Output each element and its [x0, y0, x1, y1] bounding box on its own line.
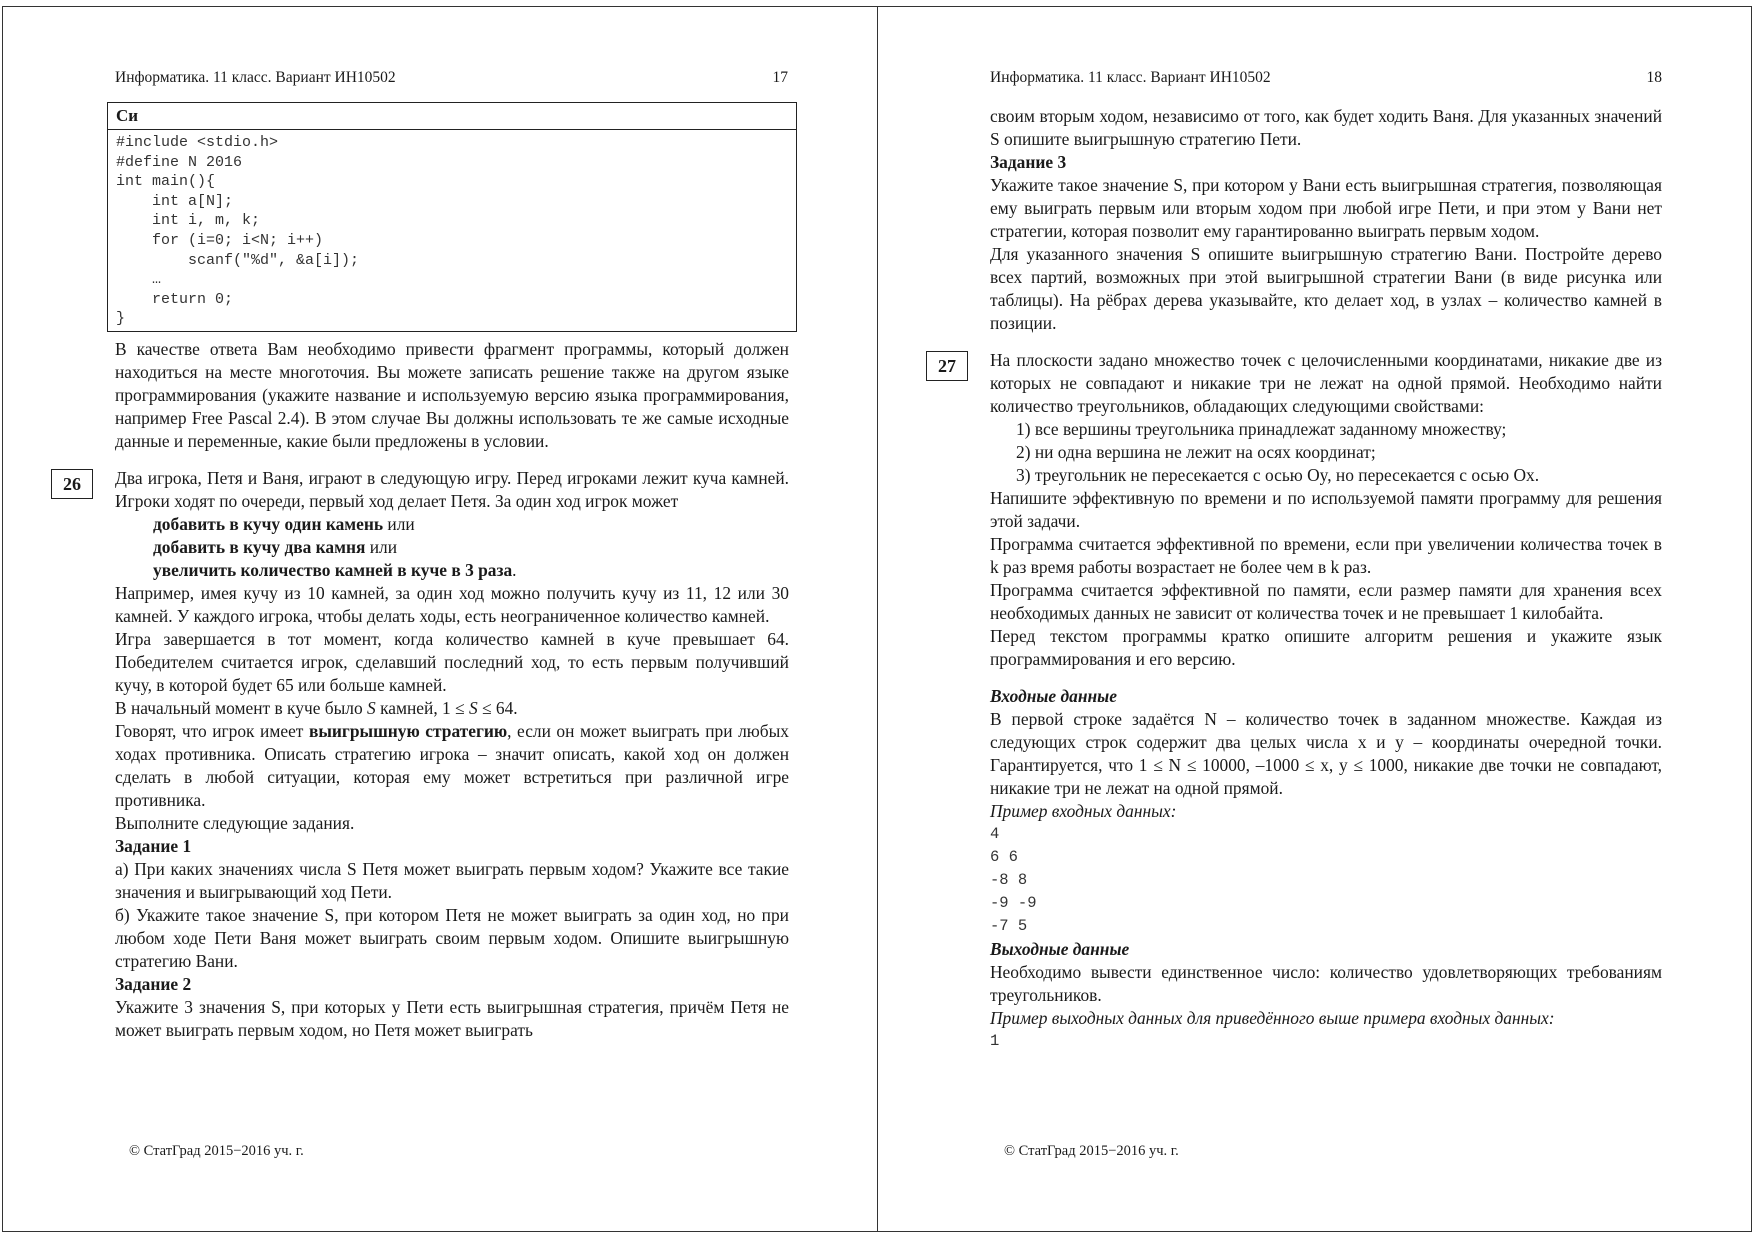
task26-intro: Два игрока, Петя и Ваня, играют в следующую игру. Перед игроками лежит куча камней. Игроки ходят по очереди, первый ход делает Петя. За один ход игрок может [115, 467, 789, 511]
task26-end-rule: Игра завершается в тот момент, когда количество камней в куче превышает 64. Победителем считается игрок, сделавший последний ход, то есть первым получивший кучу, в которой будет 65 или больше камней. [115, 628, 789, 695]
subtask-3-text: Укажите такое значение S, при котором у Вани есть выигрышная стратегия, позволяющая ему выиграть первым или вторым ходом при любой игре Пети, и при этом у Вани нет стратегии, которая позволит ему гарантированно выиграть первым ходом. [990, 175, 1662, 241]
code-language-label: Си [108, 103, 796, 130]
property-item: 1) все вершины треугольника принадлежат заданному множеству; [1016, 419, 1507, 439]
page-footer: © СтатГрад 2015−2016 уч. г. [1004, 1143, 1179, 1159]
subtask-1a: а) При каких значениях числа S Петя может выиграть первым ходом? Укажите все такие значения и выигрывающий ход Пети. [115, 858, 789, 902]
left-content [63, 102, 789, 1042]
code-line: for (i=0; i<N; i++) [116, 231, 324, 249]
answer-note: В качестве ответа Вам необходимо привести фрагмент программы, который должен находиться на месте многоточия. Вы можете записать решение также на другом языке программирования (укажите название и используемую версию языка программирования, например Free Pascal 2.4). В этом случае Вы должны использовать те же самые исходные данные и переменные, какие были предложены в условии. [115, 338, 789, 451]
subtask-2-title: Задание 2 [115, 973, 192, 994]
subtask-1b: б) Укажите такое значение S, при котором Петя не может выиграть за один ход, но при любом ходе Пети Ваня может выиграть своим первым ходом. Опишите выигрышную стратегию Вани. [115, 904, 789, 971]
task26-strategy: Говорят, что игрок имеет выигрышную стратегию, если он может выиграть при любых ходах противника. Описать стратегию игрока – значит описать, какой ход он должен сделать в любой ситуации, которая ему может встретиться при различной игре противника. [115, 720, 789, 810]
task27-before-text: Перед текстом программы кратко опишите алгоритм решения и укажите язык программирования и его версию. [990, 626, 1662, 669]
right-content [938, 105, 1662, 1053]
page-number: 18 [1646, 69, 1662, 86]
subtask-3-text2: Для указанного значения S опишите выигрышную стратегию Вани. Постройте дерево всех партий, возможных при этой выигрышной стратегии Вани (в виде рисунка или таблицы). На рёбрах дерева указывайте, кто делает ход, в узлах – количество камней в позиции. [990, 244, 1662, 333]
code-line: #include <stdio.h> [116, 134, 279, 151]
code-body [108, 130, 796, 331]
input-example-line: 4 [990, 825, 1000, 843]
task26-example: Например, имея кучу из 10 камней, за один ход можно получить кучу из 11, 12 или 30 камней. У каждого игрока, чтобы делать ходы, есть неограниченное количество камней. [115, 582, 789, 626]
header-title: Информатика. 11 класс. Вариант ИН10502 [990, 69, 1271, 86]
subtask-2-text: Укажите 3 значения S, при которых у Пети есть выигрышная стратегия, причём Петя не может выиграть первым ходом, но Петя может выиграть [115, 996, 789, 1040]
property-item: 3) треугольник не пересекается с осью Oy, но пересекается с осью Ox. [1016, 465, 1540, 485]
subtask-1-title: Задание 1 [115, 835, 192, 856]
code-line: int main(){ [116, 173, 216, 191]
code-line: #define N 2016 [116, 153, 243, 171]
move-option: добавить в кучу один камень или [153, 513, 415, 534]
task26-do: Выполните следующие задания. [115, 812, 355, 833]
move-option: добавить в кучу два камня или [153, 536, 398, 557]
left-page [2, 6, 878, 1232]
input-section-title: Входные данные [990, 686, 1117, 706]
code-line: … [116, 271, 162, 289]
input-example-line: -7 5 [990, 917, 1028, 935]
output-example-line: 1 [990, 1032, 1000, 1050]
task26-initial: В начальный момент в куче было S камней, 1 ≤ S ≤ 64. [115, 697, 518, 718]
input-example-line: -8 8 [990, 871, 1028, 889]
task-number-26: 26 [51, 469, 93, 499]
input-example-line: -9 -9 [990, 894, 1037, 912]
page-header [115, 69, 788, 87]
task-26 [63, 467, 789, 1042]
task27-eff-time: Программа считается эффективной по времени, если при увеличении количества точек в k раз время работы возрастает не более чем в k раз. [990, 534, 1662, 577]
header-title: Информатика. 11 класс. Вариант ИН10502 [115, 69, 396, 86]
input-description: В первой строке задаётся N – количество точек в заданном множестве. Каждая из следующих строк содержит два целых числа x и y – координаты очередной точки. Гарантируется, что 1 ≤ N ≤ 10000, –1000 ≤ x, y ≤ 1000, никакие две точки не совпадают, никакие три не лежат на одной прямой. [990, 709, 1662, 798]
move-option: увеличить количество камней в куче в 3 раза. [153, 559, 517, 580]
input-example-line: 6 6 [990, 848, 1018, 866]
task-27 [938, 349, 1662, 1053]
output-description: Необходимо вывести единственное число: количество удовлетворяющих требованиям треугольников. [990, 962, 1662, 1005]
output-example-label: Пример выходных данных для приведённого выше примера входных данных: [990, 1008, 1555, 1028]
output-section-title: Выходные данные [990, 939, 1130, 959]
code-line: scanf("%d", &a[i]); [116, 251, 360, 269]
input-example-label: Пример входных данных: [990, 801, 1177, 821]
code-line: int a[N]; [116, 192, 234, 210]
code-listing [107, 102, 797, 332]
task-number-27: 27 [926, 351, 968, 381]
page-number: 17 [772, 69, 788, 86]
task27-intro: На плоскости задано множество точек с целочисленными координатами, никакие две из которых не совпадают и никакие три не лежат на одной прямой. Необходимо найти количество треугольников, обладающих следующими свойствами: [990, 350, 1662, 416]
subtask-3-title: Задание 3 [990, 152, 1067, 172]
page-footer: © СтатГрад 2015−2016 уч. г. [129, 1143, 304, 1159]
code-line: int i, m, k; [116, 212, 261, 230]
code-line: return 0; [116, 290, 234, 308]
code-line: } [116, 310, 126, 328]
property-item: 2) ни одна вершина не лежит на осях координат; [1016, 442, 1376, 462]
page-header [990, 69, 1662, 87]
right-page [877, 6, 1752, 1232]
subtask-2-continued: своим вторым ходом, независимо от того, как будет ходить Ваня. Для указанных значений S опишите выигрышную стратегию Пети. [990, 106, 1662, 149]
task27-write-prog: Напишите эффективную по времени и по используемой памяти программу для решения этой задачи. [990, 488, 1662, 531]
task27-eff-mem: Программа считается эффективной по памяти, если размер памяти для хранения всех необходимых данных не зависит от количества точек и не превышает 1 килобайта. [990, 580, 1662, 623]
